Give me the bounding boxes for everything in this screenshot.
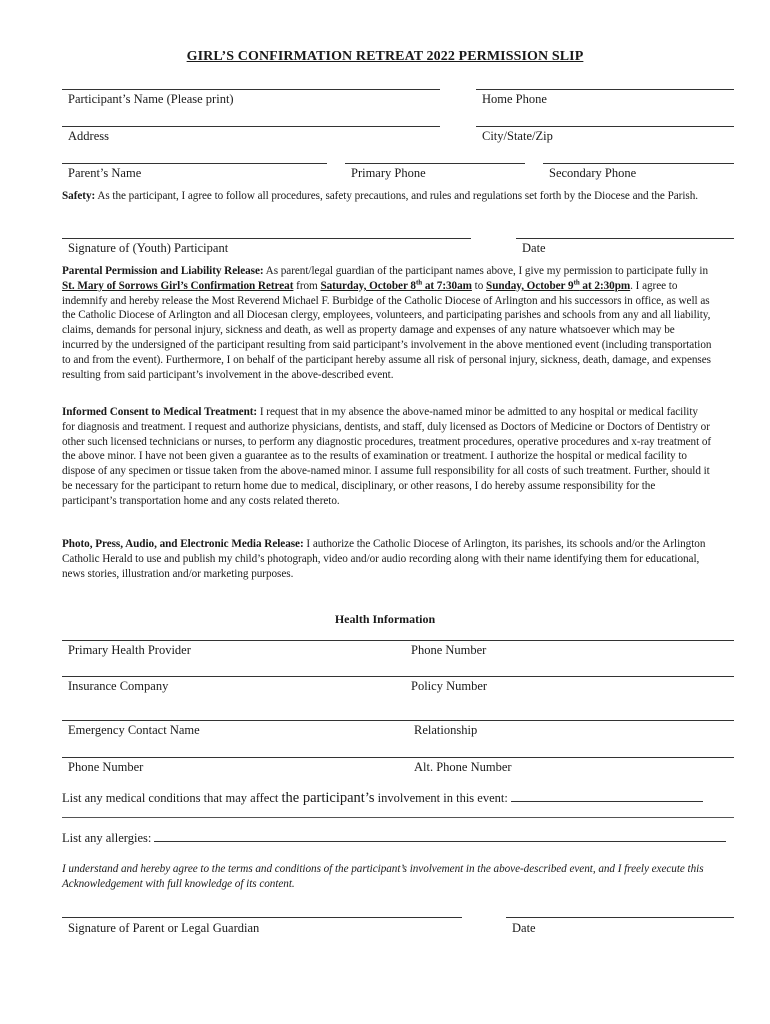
guardian-date-label: Date (512, 921, 536, 935)
media-text: I authorize the Catholic Diocese of Arlington, its parishes, its schools and/or the Arlington Catholic Herald to use and publish my child’s photograph, video and/or audio recording along with their name identifying them for educational, news stories, illustration and/or marketing purposes. (62, 538, 706, 580)
conditions-continuation-line[interactable] (62, 817, 734, 818)
parental-heading: Parental Permission and Liability Release: (62, 265, 264, 277)
health-information-title: Health Information (334, 612, 436, 626)
emergency-contact-row (62, 720, 734, 721)
city-state-zip-field[interactable] (476, 126, 734, 143)
policy-label: Policy Number (411, 679, 488, 693)
allergies-blank[interactable] (154, 831, 726, 842)
event-start-a: Saturday, October 8 (320, 279, 416, 292)
event-start-sup: th (415, 278, 423, 287)
youth-signature-field[interactable] (62, 238, 471, 255)
safety-heading: Safety: (62, 190, 96, 202)
insurance-row (62, 676, 734, 677)
event-end-sup: th (573, 278, 580, 287)
safety-paragraph (62, 189, 712, 204)
conditions-label-b: the participant’s (281, 790, 375, 806)
safety-text: As the participant, I agree to follow all procedures, safety precautions, and rules and regulations set forth by the Diocese and the Parish. (95, 190, 698, 202)
youth-signature-label: Signature of (Youth) Participant (68, 241, 229, 255)
address-field[interactable] (62, 126, 440, 143)
home-phone-label: Home Phone (482, 92, 547, 106)
primary-provider-row (62, 640, 734, 641)
event-end-a: Sunday, October 9 (486, 279, 574, 292)
event-start-b: at 7:30am (422, 279, 472, 292)
primary-phone-field[interactable] (345, 163, 525, 180)
parental-release-paragraph (62, 264, 712, 382)
guardian-signature-label: Signature of Parent or Legal Guardian (68, 921, 260, 935)
participant-name-field[interactable] (62, 89, 440, 106)
secondary-phone-label: Secondary Phone (549, 166, 637, 180)
youth-date-label: Date (522, 241, 546, 255)
insurance-label: Insurance Company (68, 679, 169, 693)
conditions-label-c: involvement in this event: (374, 791, 508, 805)
relationship-label: Relationship (414, 723, 478, 737)
participant-name-label: Participant’s Name (Please print) (68, 92, 234, 106)
event-end-b: at 2:30pm (579, 279, 631, 292)
secondary-phone-field[interactable] (543, 163, 734, 180)
parents-name-field[interactable] (62, 163, 327, 180)
youth-date-field[interactable] (516, 238, 734, 255)
medical-heading: Informed Consent to Medical Treatment: (62, 406, 258, 418)
conditions-blank[interactable] (511, 791, 703, 802)
primary-phone-label: Primary Phone (351, 166, 426, 180)
parents-name-label: Parent’s Name (68, 166, 142, 180)
parental-from: from (293, 279, 321, 292)
parental-text-1: As parent/legal guardian of the participant names above, I give my permission to participate fully in (263, 265, 708, 277)
emergency-phone-row (62, 757, 734, 758)
guardian-date-field[interactable] (506, 917, 734, 935)
address-label: Address (68, 129, 109, 143)
conditions-label-a: List any medical conditions that may affect (62, 791, 282, 805)
city-state-zip-label: City/State/Zip (482, 129, 553, 143)
emergency-contact-label: Emergency Contact Name (68, 723, 200, 737)
provider-phone-label: Phone Number (411, 643, 487, 657)
acknowledgement-text: I understand and hereby agree to the terms and conditions of the participant’s involvement in the above-described event, and I freely execute this Acknowledgement with full knowledge of its content. (62, 863, 704, 890)
event-start (320, 280, 471, 292)
guardian-signature-field[interactable] (62, 917, 462, 935)
medical-text: I request that in my absence the above-named minor be admitted to any hospital or medical facility for diagnosis and treatment. I request and authorize physicians, dentists, and staff, duly licensed as Doctors of Medicine or Doctors of Dentistry or other such licensed technicians or nurses, to perform any diagnostic procedures, treatment procedures, operative procedures and x-ray treatment of the above minor. I have not been given a guarantee as to the results of examination or treatment. I authorize the hospital or medical facility to dispose of any specimen or tissue taken from the above-named minor. I assume full responsibility for all costs of such treatment. Further, should it be necessary for the participant to return home due to medical, disciplinary, or other reasons, I do hereby assume responsibility for the participant’s transportation home and any costs related thereto. (62, 406, 712, 507)
alt-phone-label: Alt. Phone Number (414, 760, 512, 774)
event-name: St. Mary of Sorrows Girl’s Confirmation Retreat (62, 279, 294, 292)
media-heading: Photo, Press, Audio, and Electronic Media Release: (62, 538, 304, 550)
allergies-label: List any allergies: (62, 831, 152, 845)
medical-conditions-line[interactable] (62, 790, 734, 807)
parental-to: to (471, 279, 487, 292)
parental-text-2: . I agree to indemnify and hereby release the Most Reverend Michael F. Burbidge of the Catholic Diocese of Arlington and his successors in office, as well as the Catholic Diocese of Arlington and all Diocesan clergy, employees, volunteers, and participating parishes and schools from any and all liability, claims, demands for personal injury, sickness and death, as well as property damage and expenses of any nature whatsoever which may be incurred by the undersigned of the participant resulting from said participant’s involvement in the above mentioned event (including transportation to and from the event). Furthermore, I on behalf of the participant hereby assume all risk of personal injury, sickness, death, damage, and expenses resulting from said participant’s involvement in the above-described event. (62, 279, 712, 381)
home-phone-field[interactable] (476, 89, 734, 106)
allergies-line[interactable] (62, 831, 734, 846)
event-end (486, 280, 630, 292)
primary-provider-label: Primary Health Provider (68, 643, 191, 657)
emergency-phone-label: Phone Number (68, 760, 144, 774)
form-title: GIRL’S CONFIRMATION RETREAT 2022 PERMISSION SLIP (186, 49, 584, 64)
media-release-paragraph (62, 537, 712, 581)
medical-consent-paragraph (62, 405, 712, 509)
